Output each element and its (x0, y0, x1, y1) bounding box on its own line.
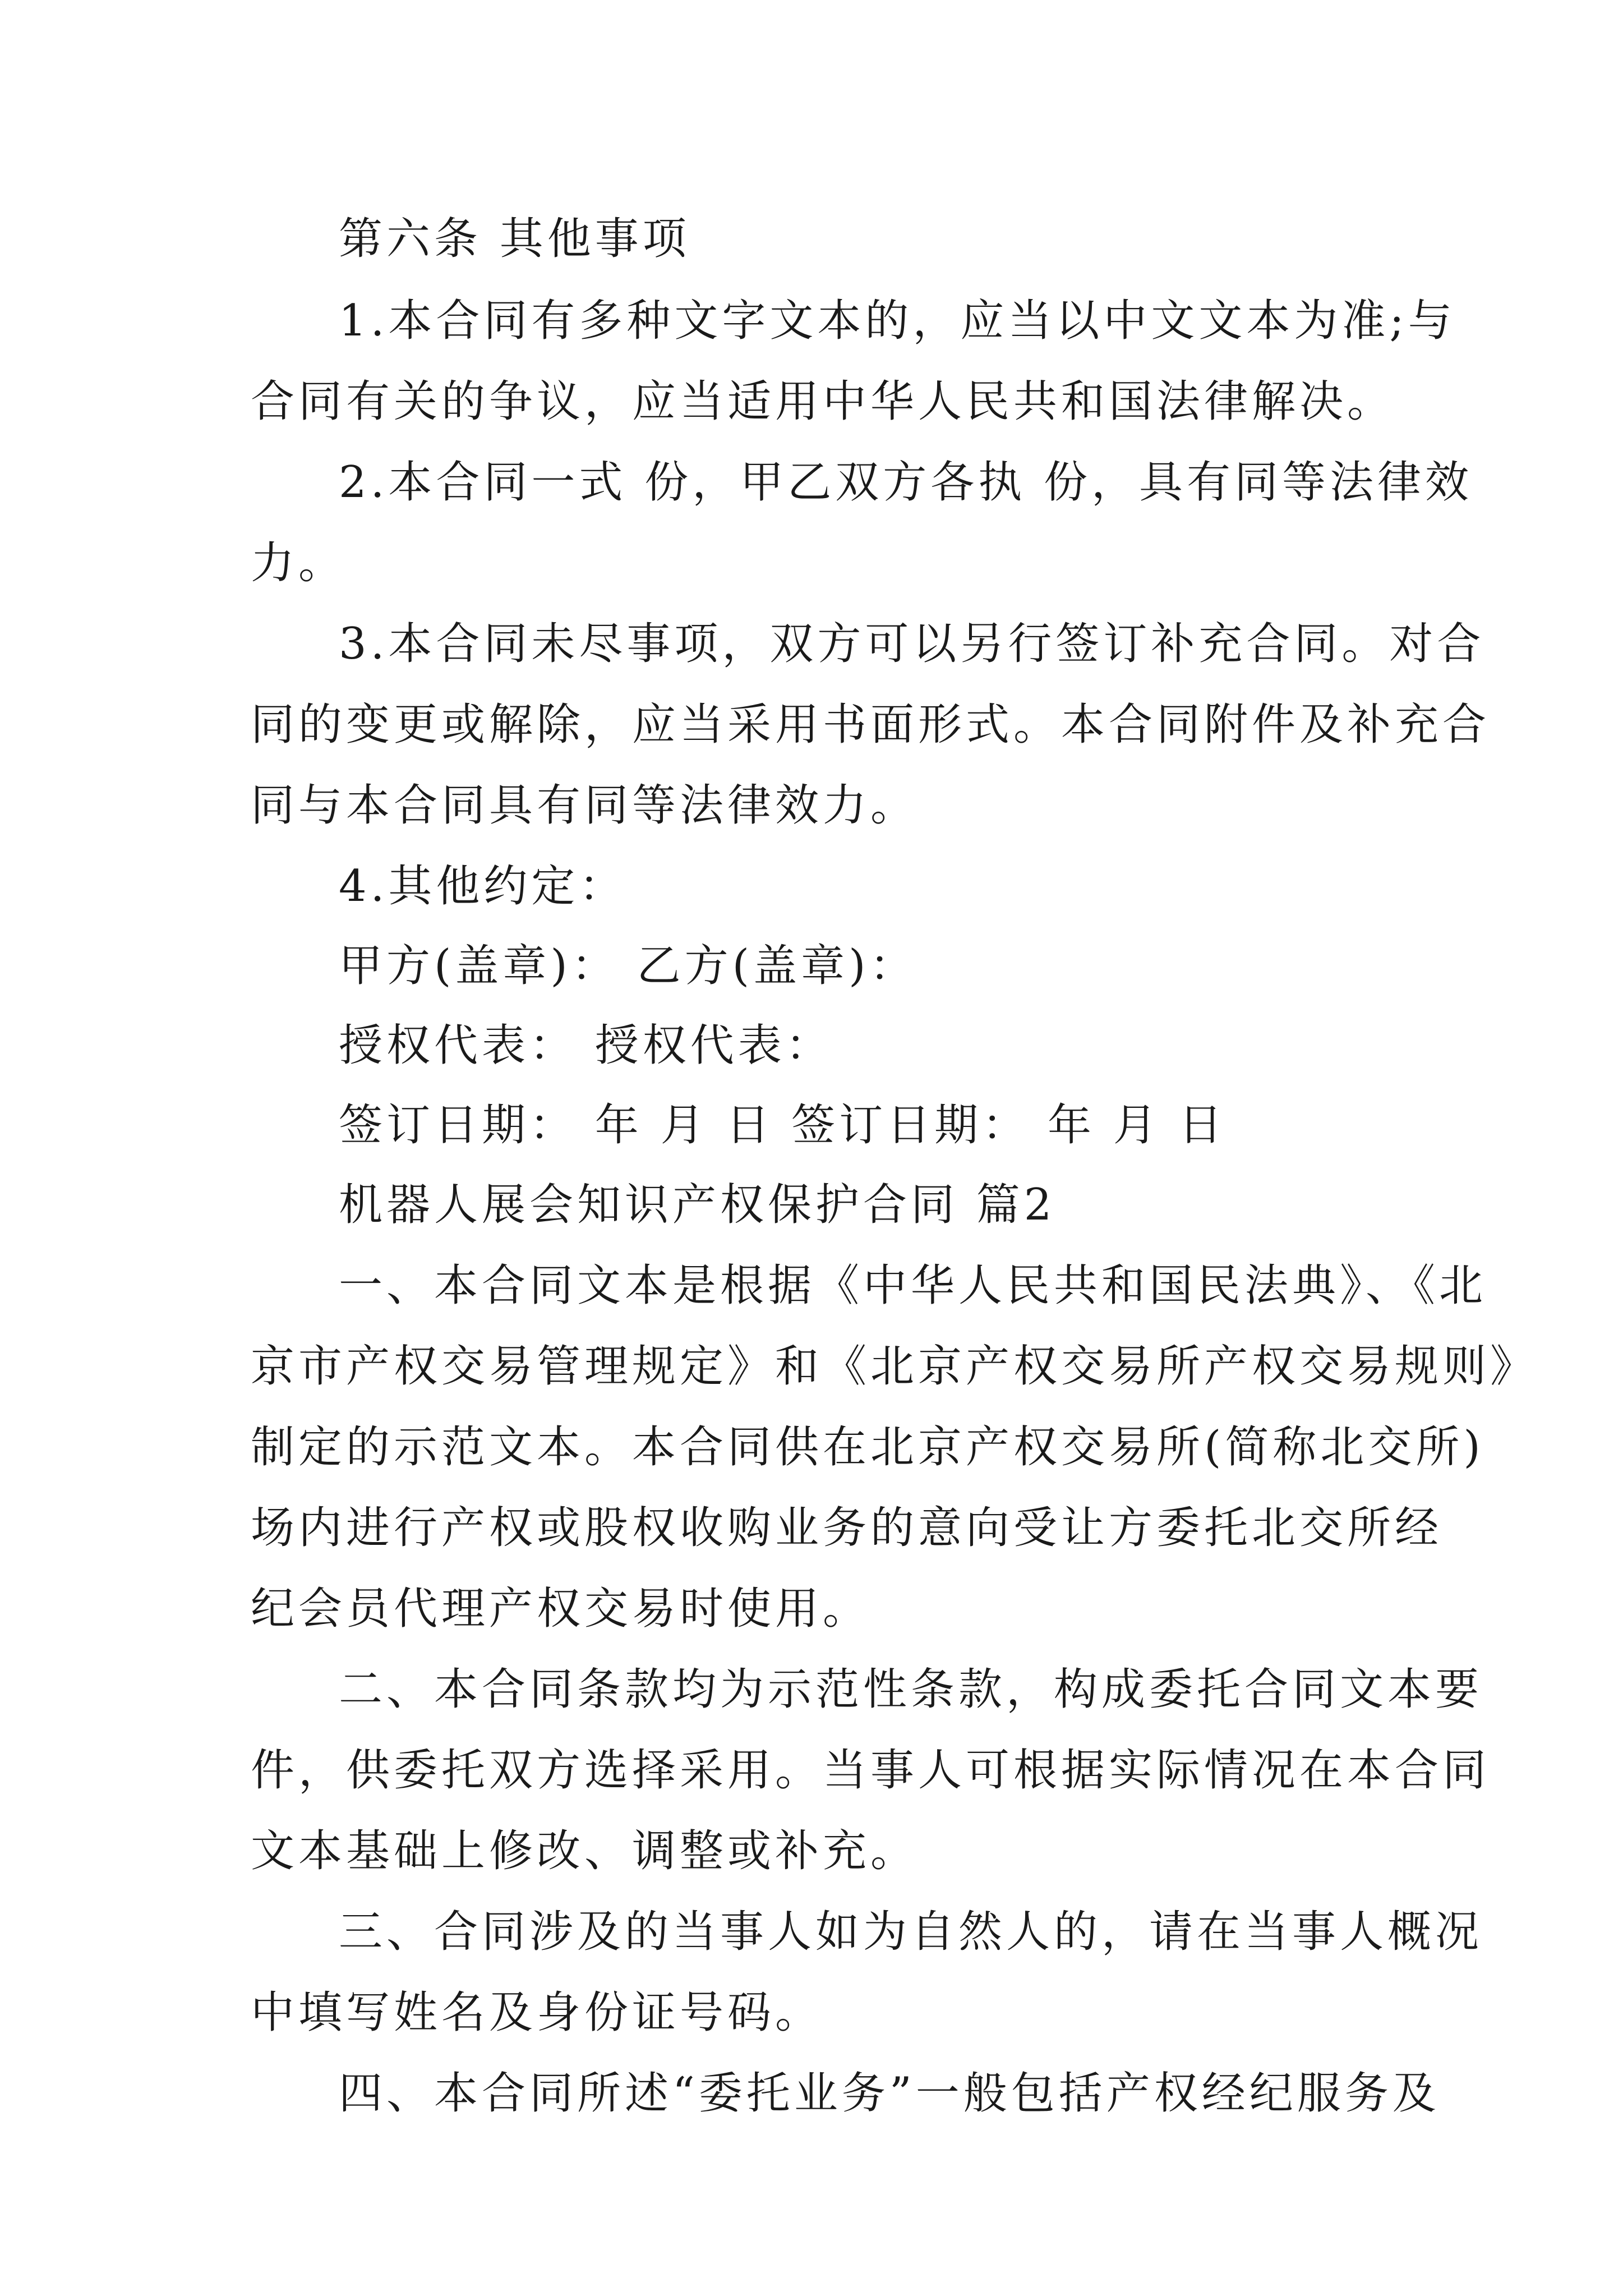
paragraph-line: 4.其他约定： (339, 861, 627, 912)
paragraph-line: 件，供委托双方选择采用。当事人可根据实际情况在本合同 (251, 1745, 1491, 1796)
paragraph-line: 同与本合同具有同等法律效力。 (251, 780, 919, 831)
signature-date-line: 签订日期： 年 月 日 签订日期： 年 月 日 (339, 1100, 1227, 1151)
paragraph-line: 文本基础上修改、调整或补充。 (251, 1826, 919, 1876)
paragraph-line: 场内进行产权或股权收购业务的意向受让方委托北交所经 (251, 1503, 1443, 1553)
signature-representative-line: 授权代表： 授权代表： (339, 1020, 833, 1071)
paragraph-line: 1.本合同有多种文字文本的，应当以中文文本为准;与 (339, 296, 1456, 346)
paragraph-line: 中填写姓名及身份证号码。 (251, 1987, 823, 2038)
signature-party-line: 甲方(盖章)： 乙方(盖章)： (339, 941, 917, 991)
section-heading: 机器人展会知识产权保护合同 篇2 (339, 1180, 1056, 1230)
paragraph-line: 京市产权交易管理规定》和《北京产权交易所产权交易规则》 (251, 1341, 1538, 1392)
paragraph-line: 二、本合同条款均为示范性条款，构成委托合同文本要 (339, 1664, 1483, 1715)
paragraph-line: 合同有关的争议，应当适用中华人民共和国法律解决。 (251, 376, 1395, 427)
paragraph-line: 2.本合同一式 份，甲乙双方各执 份，具有同等法律效 (339, 457, 1473, 508)
article-heading: 第六条 其他事项 (339, 214, 690, 264)
paragraph-line: 纪会员代理产权交易时使用。 (251, 1584, 871, 1634)
paragraph-line: 力。 (251, 538, 347, 588)
paragraph-line: 一、本合同文本是根据《中华人民共和国民法典》、《北 (339, 1260, 1487, 1311)
paragraph-line: 三、合同涉及的当事人如为自然人的，请在当事人概况 (339, 1907, 1483, 1957)
paragraph-line: 3.本合同未尽事项，双方可以另行签订补充合同。对合 (339, 619, 1485, 669)
paragraph-line: 四、本合同所述“委托业务”一般包括产权经纪服务及 (339, 2068, 1440, 2119)
paragraph-line: 同的变更或解除，应当采用书面形式。本合同附件及补充合 (251, 700, 1491, 750)
paragraph-line: 制定的示范文本。本合同供在北京产权交易所(简称北交所) (251, 1422, 1484, 1473)
